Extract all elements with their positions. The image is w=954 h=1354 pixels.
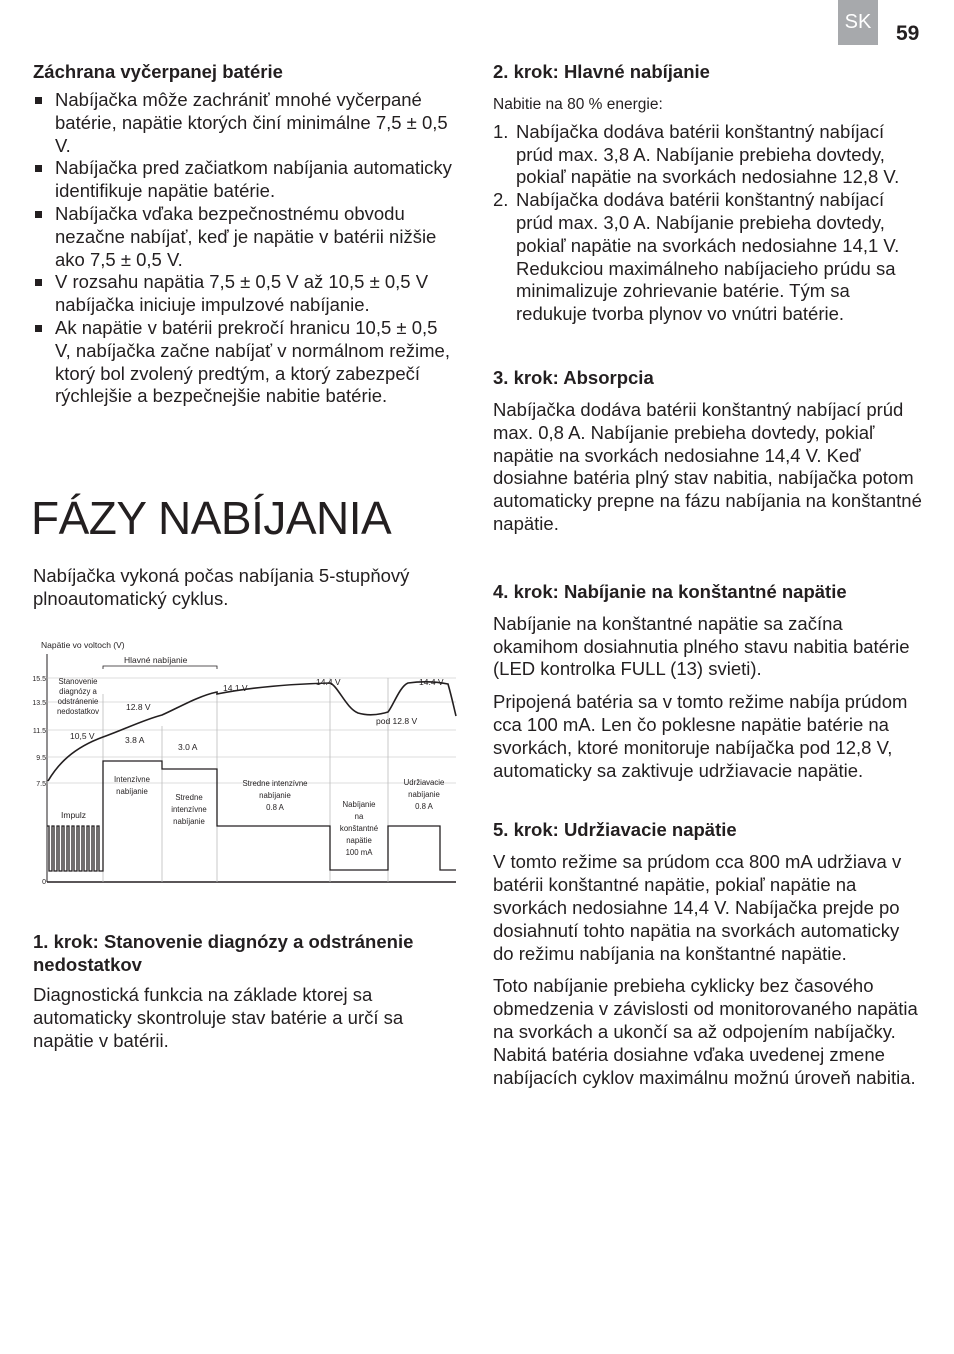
- y-tick: 15.5: [32, 676, 46, 683]
- chart-svg: [28, 636, 460, 890]
- annotation-impulz: Impulz: [61, 810, 87, 820]
- annotation-14-4v-b: 14.4 V: [419, 677, 444, 687]
- language-tab-label: SK: [844, 11, 872, 33]
- step4-text-1: Nabíjanie na konštantné napätie sa začína okamihom dosiahnutia plného stavu nabitia batérie (LED kontrolka FULL (13) svieti).: [493, 612, 910, 680]
- rescue-item: Nabíjačka pred začiatkom nabíjania automaticky identifikuje napätie batérie.: [33, 157, 458, 203]
- phase-label-maintenance: Udržiavacie nabíjanie 0.8 A: [403, 778, 445, 811]
- step2-item-number: 2.: [493, 189, 509, 211]
- step2-item-text: Nabíjačka dodáva batérii konštantný nabíjací prúd max. 3,8 A. Nabíjanie prebieha dovtedy, pokiaľ napätie na svorkách nedosiahne 12,8 V.: [516, 120, 900, 188]
- step1-title: 1. krok: Stanovenie diagnózy a odstránenie nedostatkov: [33, 931, 414, 975]
- step2-title: 2. krok: Hlavné nabíjanie: [493, 61, 710, 82]
- rescue-list: [33, 89, 458, 408]
- step2-list: [493, 121, 923, 326]
- phase-label-constant-voltage: Nabíjanie na konštantné napätie 100 mA: [339, 800, 379, 857]
- annotation-pod-12-8v: pod 12.8 V: [376, 716, 418, 726]
- step2-intro: Nabitie na 80 % energie:: [493, 96, 663, 113]
- current-trace: [47, 761, 456, 871]
- annotation-10-5v: 10,5 V: [70, 731, 95, 741]
- phase-label-medium-0-8a: Stredne intenzívne nabíjanie 0.8 A: [242, 779, 308, 812]
- step5-text-2: Toto nabíjanie prebieha cyklicky bez časového obmedzenia v závislosti od monitorovaného napätia na svorkách a ukončí sa až odpojením nabíjačky. Nabitá batéria dosiahne vďaka uvedenej zmene nabíjacích cyklov maximálnu možnú úroveň nabitia.: [493, 975, 918, 1088]
- step2-item: [493, 189, 923, 326]
- step2-item-number: 1.: [493, 120, 509, 142]
- rescue-item: Nabíjačka vďaka bezpečnostnému obvodu nezačne nabíjať, keď je napätie v batérii nižšie ako 7,5 ± 0,5 V.: [33, 203, 458, 271]
- language-tab: [838, 0, 878, 45]
- y-tick: 11.5: [32, 728, 46, 735]
- step4-title: 4. krok: Nabíjanie na konštantné napätie: [493, 580, 847, 602]
- step3-text: Nabíjačka dodáva batérii konštantný nabíjací prúd max. 0,8 A. Nabíjanie prebieha dovtedy, pokiaľ napätie na svorkách nedosiahne 14,4 V. Keď dosiahne batéria plný stav nabitia, nabíjačka potom automaticky prepne na fázu nabíjania na konštantné napätie.: [493, 398, 922, 534]
- y-axis-label: Napätie vo voltoch (V): [41, 640, 125, 650]
- step1-text: Diagnostická funkcia na základe ktorej sa automaticky skontroluje stav batérie a určí sa napätie v batérii.: [33, 984, 404, 1051]
- page-number: 59: [896, 22, 920, 45]
- annotation-3-8a: 3.8 A: [125, 735, 145, 745]
- y-tick: 9.5: [36, 755, 46, 762]
- annotation-3-0a: 3.0 A: [178, 742, 198, 752]
- rescue-item: Nabíjačka môže zachrániť mnohé vyčerpané batérie, napätie ktorých činí minimálne 7,5 ± 0,5 V.: [33, 89, 458, 157]
- charging-phases-chart: [28, 636, 460, 890]
- right-column: [493, 60, 923, 1089]
- step2-item-text: Nabíjačka dodáva batérii konštantný nabíjací prúd max. 3,0 A. Nabíjanie prebieha dovtedy, pokiaľ napätie na svorkách nedosiahne 14,1 V. Redukciou maximálneho nabíjacieho prúdu sa minimalizuje zohrievanie batérie. Tým sa redukuje tvorba plynov vo vnútri batérie.: [516, 189, 900, 325]
- step4-text-2: Pripojená batéria sa v tomto režime nabíja prúdom cca 100 mA. Len čo poklesne napätie batérie na svorkách, ktoré monitoruje nabíjačka pod 12,8 V, automaticky sa zaktivuje udržiavacie napätie.: [493, 691, 908, 781]
- voltage-curve: [48, 682, 456, 781]
- y-tick: 0: [42, 879, 46, 886]
- section-title: FÁZY NABÍJANIA: [31, 492, 392, 544]
- main-charging-label: Hlavné nabíjanie: [124, 655, 188, 665]
- annotation-14-4v-a: 14.4 V: [316, 677, 341, 687]
- rescue-title: Záchrana vyčerpanej batérie: [33, 61, 283, 82]
- rescue-item: V rozsahu napätia 7,5 ± 0,5 V až 10,5 ± 0,5 V nabíjačka iniciuje impulzové nabíjanie.: [33, 271, 458, 317]
- section-intro: Nabíjačka vykoná počas nabíjania 5-stupňový plnoautomatický cyklus.: [33, 565, 410, 609]
- phase-label-medium: Stredne intenzívne nabíjanie: [171, 793, 207, 826]
- step5-title: 5. krok: Udržiavacie napätie: [493, 819, 737, 841]
- y-tick: 13.5: [32, 700, 46, 707]
- step5-text-1: V tomto režime sa prúdom cca 800 mA udržiava v batérii konštantné napätie, pokiaľ napätie na svorkách nedosiahne 14,4 V. Nabíjačka prejde po dosiahnutí tohto napätia na svorkách automaticky do režimu nabíjania na konštantné napätie.: [493, 851, 902, 964]
- annotation-12-8v: 12.8 V: [126, 702, 151, 712]
- main-charging-bracket: [103, 666, 217, 669]
- rescue-item: Ak napätie v batérii prekročí hranicu 10,5 ± 0,5 V, nabíjačka začne nabíjať v normálnom režime, ktorý bol zvolený predtým, a ktorý zabezpečí rýchlejšie a bezpečnejšie nabitie batérie.: [33, 317, 458, 408]
- y-tick-labels: [32, 676, 46, 886]
- phase-label-intensive: Intenzívne nabíjanie: [114, 775, 150, 796]
- step2-item: [493, 121, 923, 189]
- annotation-14-1v: 14.1 V: [223, 683, 248, 693]
- y-tick: 7.5: [36, 781, 46, 788]
- step3-title: 3. krok: Absorpcia: [493, 366, 654, 388]
- phase-label-diagnosis: Stanovenie diagnózy a odstránenie nedostatkov: [56, 677, 100, 716]
- gridlines: [47, 678, 456, 783]
- rescue-section: [33, 60, 458, 408]
- step1-section: [33, 930, 458, 1052]
